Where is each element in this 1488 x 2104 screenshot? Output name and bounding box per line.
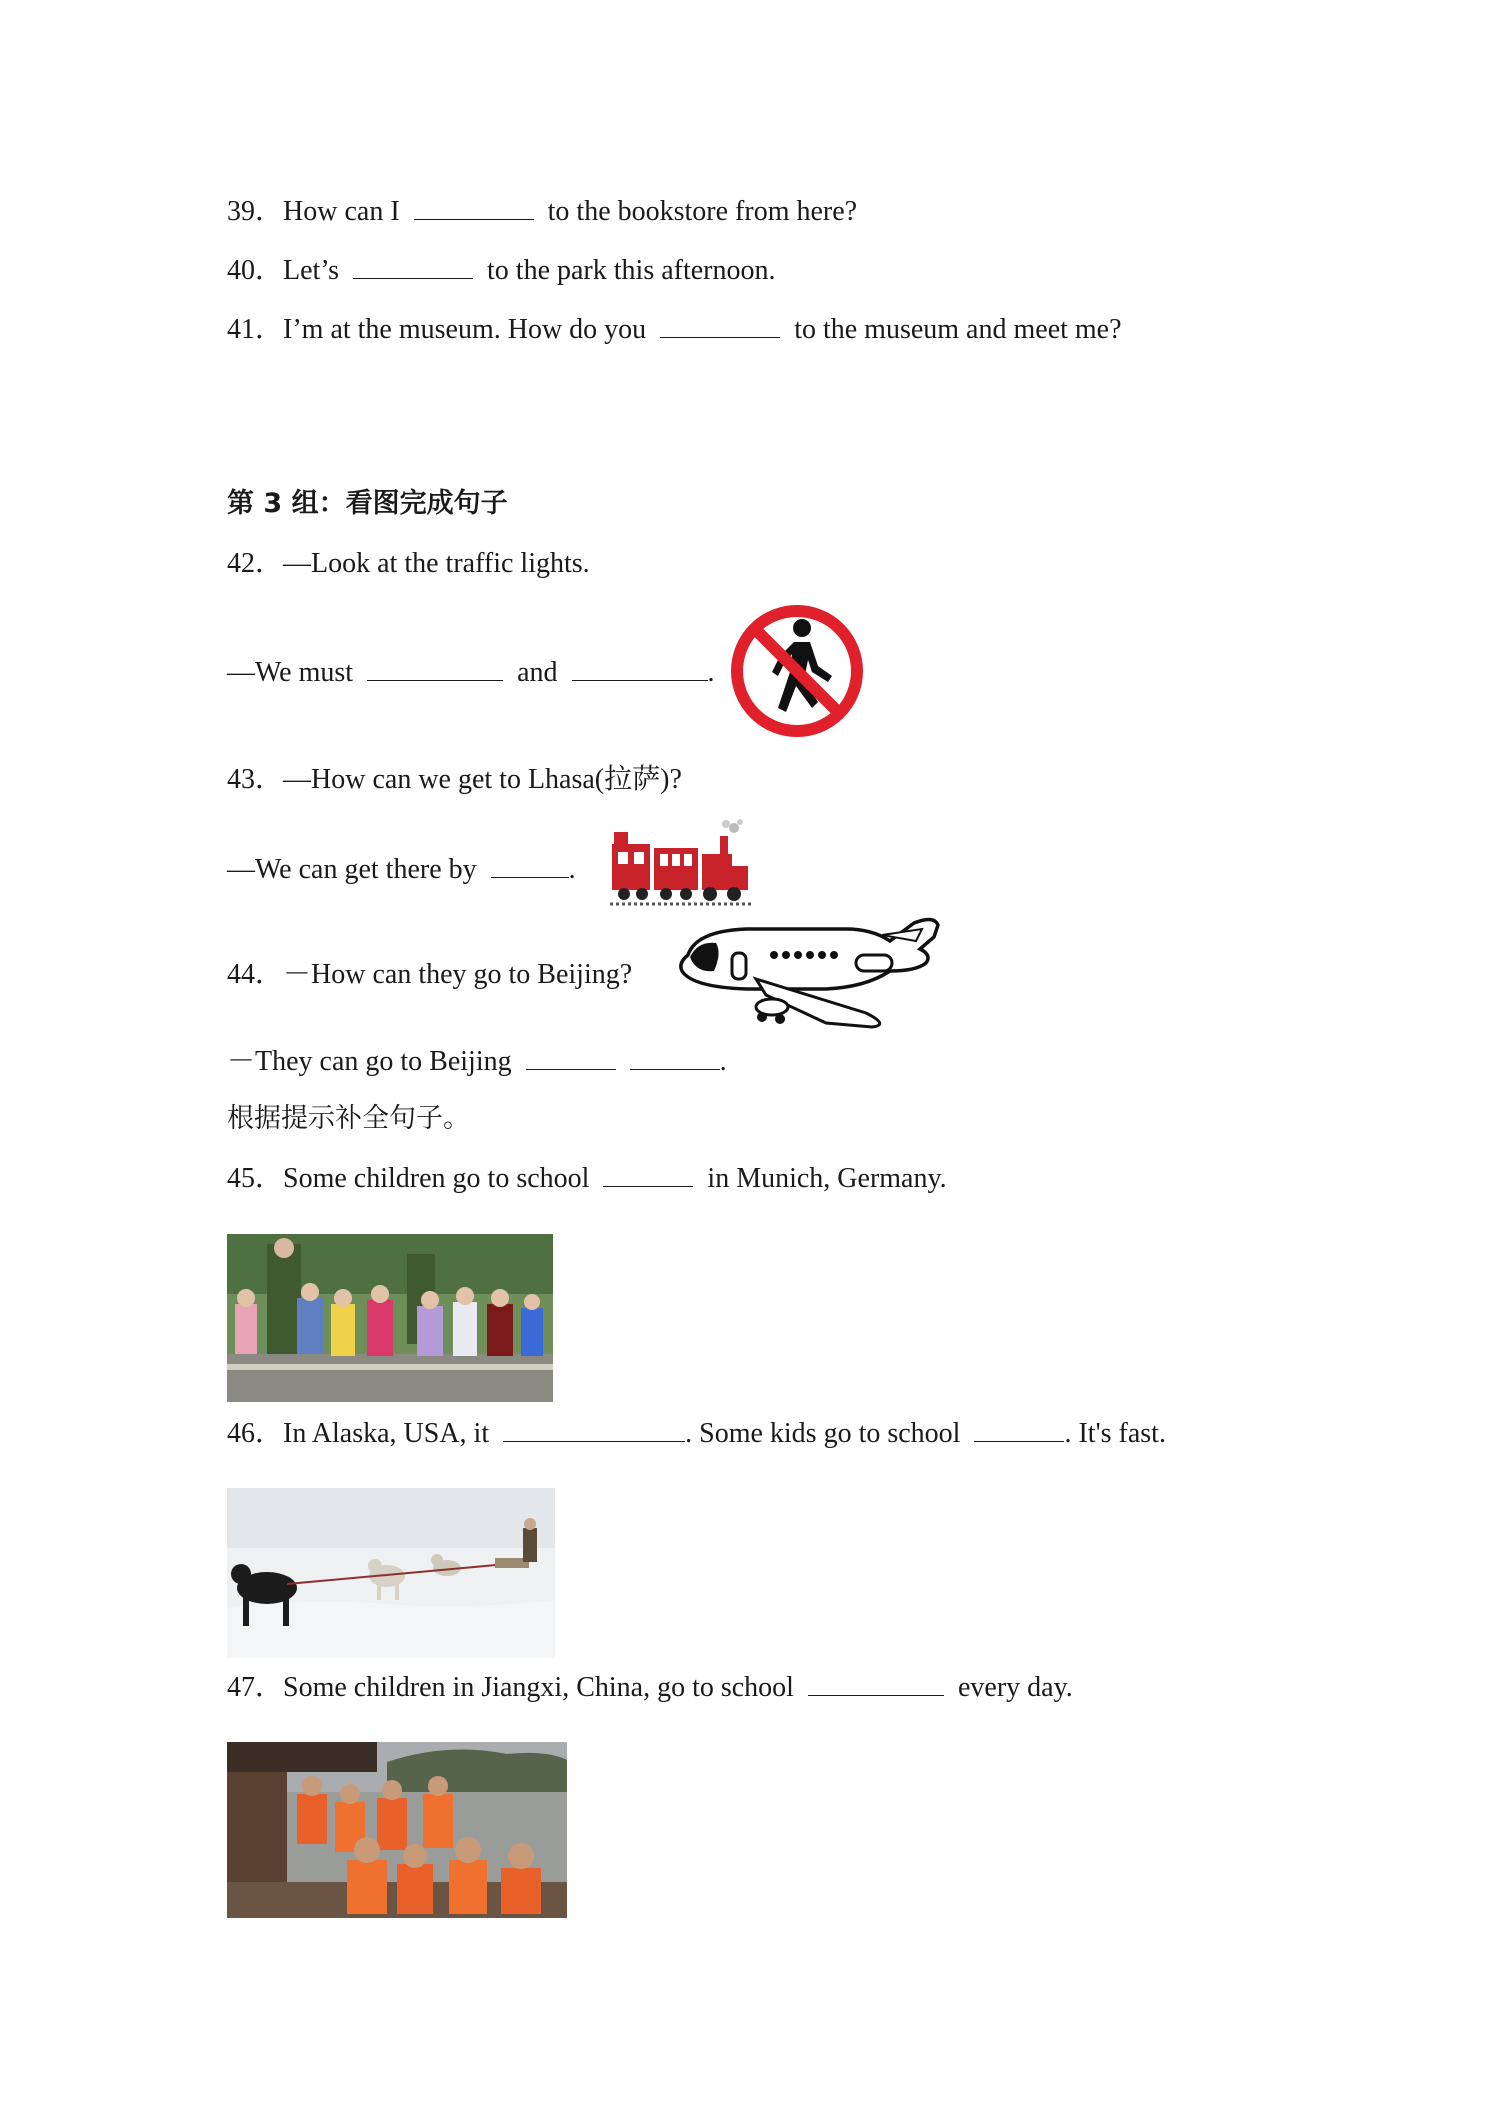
dog-sled-photo <box>227 1488 555 1658</box>
answer-blank[interactable] <box>974 1417 1064 1442</box>
question-text: . <box>707 657 715 688</box>
no-pedestrian-sign-icon <box>728 602 866 740</box>
question-42 <box>227 546 590 582</box>
answer-blank[interactable] <box>808 1671 944 1696</box>
question-text: in Munich, Germany. <box>707 1163 947 1194</box>
answer-blank[interactable] <box>526 1045 616 1070</box>
answer-blank[interactable] <box>353 254 473 279</box>
question-44 <box>227 957 632 993</box>
airplane-icon <box>676 915 948 1033</box>
question-40 <box>227 253 776 289</box>
question-text: . <box>568 854 576 885</box>
answer-blank[interactable] <box>367 656 503 681</box>
question-text: I’m at the museum. How do you <box>283 314 647 345</box>
question-text: every day. <box>957 1672 1073 1703</box>
question-text: How can I <box>283 196 400 227</box>
question-43-answer-line <box>227 852 576 888</box>
question-number: 41． <box>227 314 284 345</box>
train-icon <box>610 818 752 908</box>
question-42-answer-line <box>227 655 715 691</box>
question-number: 42． <box>227 548 284 579</box>
answer-blank[interactable] <box>491 853 569 878</box>
question-text: —How can we get to Lhasa(拉萨)? <box>283 764 682 795</box>
question-text: . Some kids go to school <box>685 1418 961 1449</box>
question-number: 45． <box>227 1163 284 1194</box>
answer-blank[interactable] <box>503 1417 685 1442</box>
answer-blank[interactable] <box>660 313 780 338</box>
question-text: to the bookstore from here? <box>547 196 858 227</box>
section-heading: 第 3 组：看图完成句子 <box>227 488 508 519</box>
question-number: 39． <box>227 196 284 227</box>
question-text: Some children go to school <box>283 1163 590 1194</box>
answer-blank[interactable] <box>572 656 708 681</box>
children-boat-photo <box>227 1742 567 1918</box>
question-43 <box>227 762 682 798</box>
question-text: Let’s <box>283 255 340 286</box>
answer-blank[interactable] <box>630 1045 720 1070</box>
question-text: . <box>719 1046 727 1077</box>
question-text: to the museum and meet me? <box>794 314 1122 345</box>
answer-blank[interactable] <box>414 195 534 220</box>
question-number: 46． <box>227 1418 284 1449</box>
question-47 <box>227 1670 1073 1706</box>
question-number: 43． <box>227 764 284 795</box>
question-text: to the park this afternoon. <box>487 255 776 286</box>
question-text: and <box>517 657 558 688</box>
question-text: －How can they go to Beijing? <box>283 959 633 990</box>
question-text: —Look at the traffic lights. <box>283 548 590 579</box>
question-45 <box>227 1161 947 1197</box>
question-text: . It's fast. <box>1064 1418 1166 1449</box>
question-39 <box>227 194 857 230</box>
question-text: —We must <box>227 657 354 688</box>
question-number: 44． <box>227 959 284 990</box>
question-text: —We can get there by <box>227 854 477 885</box>
question-text: Some children in Jiangxi, China, go to school <box>283 1672 794 1703</box>
question-number: 47． <box>227 1672 284 1703</box>
instruction-text: 根据提示补全句子。 <box>227 1103 470 1134</box>
question-44-answer-line <box>227 1044 727 1080</box>
children-walking-photo <box>227 1234 553 1402</box>
question-text: －They can go to Beijing <box>227 1046 512 1077</box>
answer-blank[interactable] <box>603 1162 693 1187</box>
question-41 <box>227 312 1122 348</box>
question-number: 40． <box>227 255 284 286</box>
question-text: In Alaska, USA, it <box>283 1418 490 1449</box>
question-46 <box>227 1416 1166 1452</box>
